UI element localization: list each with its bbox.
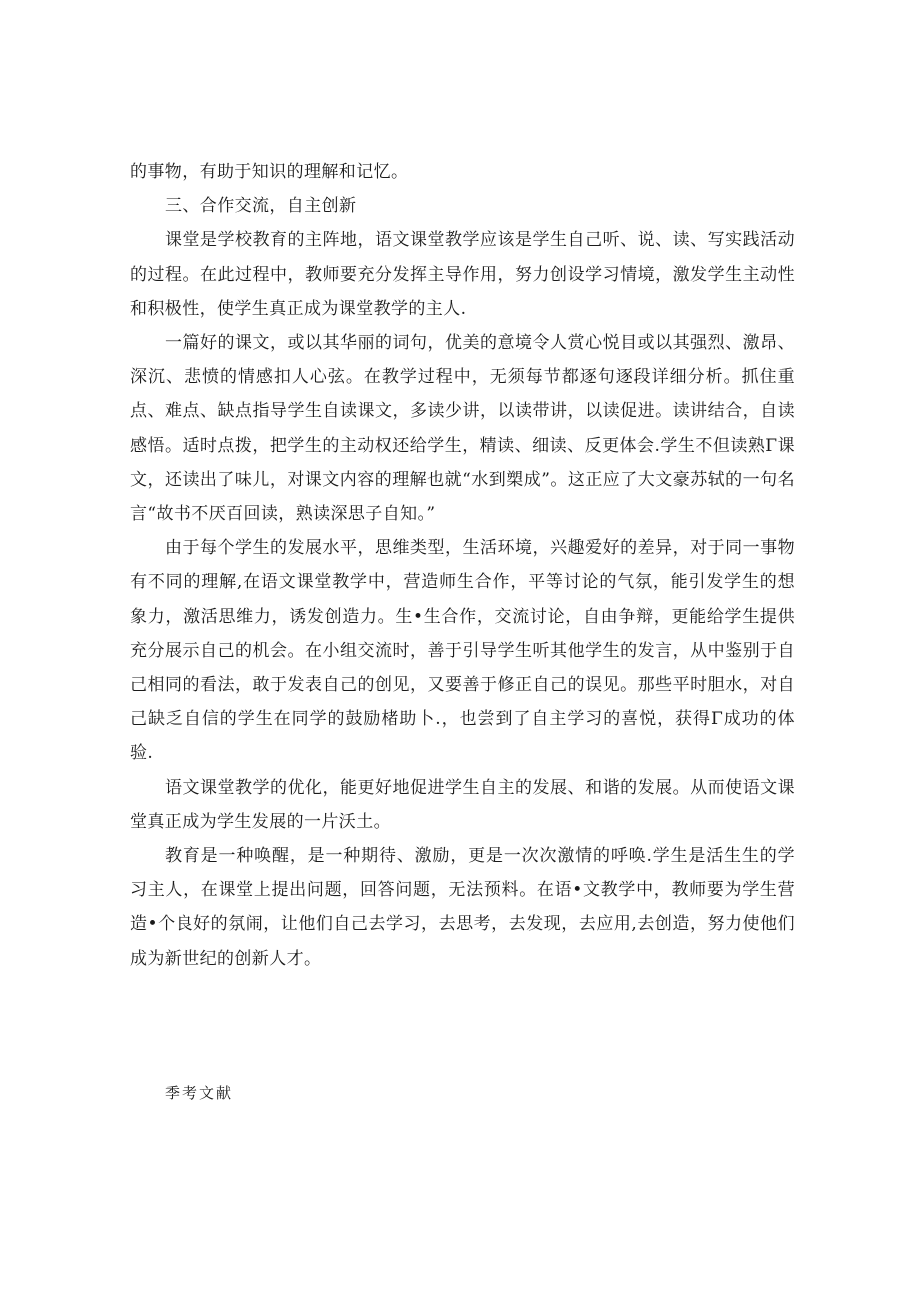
paragraph: 教育是一种唤醒，是一种期待、激励，更是一次次激情的呼唤.学生是活生生的学习主人，在课堂上提出问题，回答问题，无法预料。在语•文教学中，教师要为学生营造•个良好的氛闹，让他们自己去学习，去思考，去发现，去应用,去创造，努力使他们成为新世纪的创新人才。 [130,846,795,969]
section-heading: 三、合作交流，自主创新 [165,196,357,217]
paragraph: 由于每个学生的发展水平，思维类型，生活环境，兴趣爱好的差异，对于同一事物有不同的理解,在语文课堂教学中，营造师生合作，平等讨论的气氛，能引发学生的想象力，激活思维力，诱发创造力。生•生合作，交流讨论，自由争辩，更能给学生提供充分展示自己的机会。在小组交流时，善于引导学生听其他学生的发言，从中鉴别于自己相同的看法，敢于发表自己的创见，又要善于修正自己的误见。那些平时胆水，对自己缺乏自信的学生在同学的鼓励楮助卜.，也尝到了自主学习的喜悦，获得Γ成功的体验. [130,538,795,764]
paragraph: 一篇好的课文，或以其华丽的词句，优美的意境令人赏心悦目或以其强烈、激昂、深沉、悲愤的情感扣人心弦。在教学过程中，无须每节都逐句逐段详细分析。抓住重点、难点、缺点指导学生自读课文，多读少讲，以读带讲，以读促进。读讲结合，自读感悟。适时点拨，把学生的主动权还给学生，精读、细读、反更体会.学生不但读熟Γ课文，还读出了味儿，对课文内容的理解也就“水到槊成”。这正应了大文豪苏轼的一句名言“故书不厌百回读，熟读深思子自知。” [130,333,795,525]
paragraph: 语文课堂教学的优化，能更好地促进学生自主的发展、和谐的发展。从而使语文课堂真正成为学生发展的一片沃土。 [130,777,795,832]
body-text [130,155,795,976]
references-heading: 季考文献 [165,1084,234,1102]
paragraph: 课堂是学校教育的主阵地，语文课堂教学应该是学生自己听、说、读、写实践活动的过程。在此过程中，教师要充分发挥主导作用，努力创设学习情境，激发学生主动性和积极性，使学生真正成为课堂教学的主人. [130,230,795,319]
paragraph-continuation: 的事物，有助于知识的理解和记忆。 [130,162,409,182]
